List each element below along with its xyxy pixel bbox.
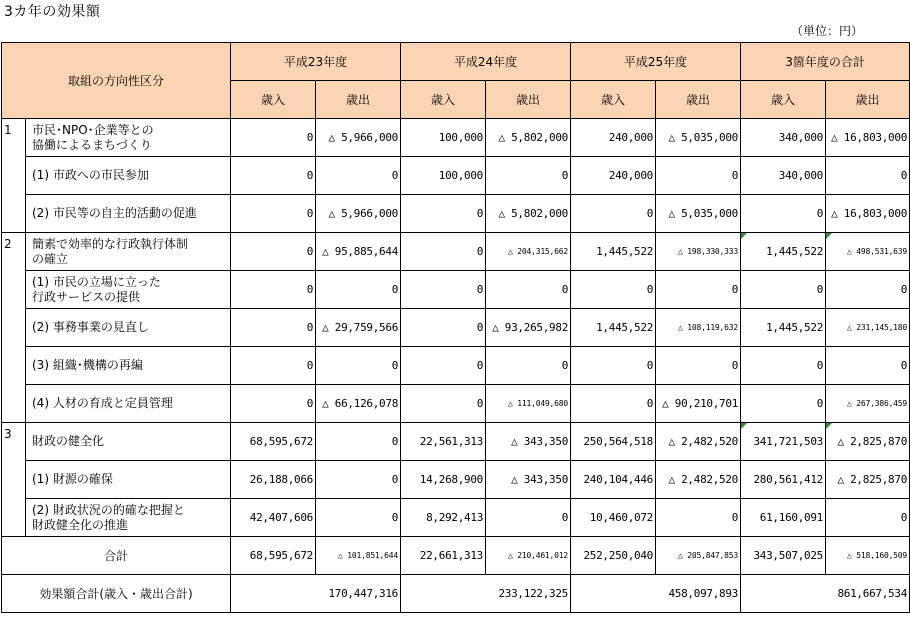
total-income-cell: 343,507,025 [741,537,826,575]
row-label: (1) 市政への市民参加 [26,157,231,195]
year-header: 平成24年度 [401,43,571,81]
expense-cell: 0 [316,271,401,309]
income-cell: 0 [401,195,486,233]
income-cell: 240,104,446 [571,461,656,499]
income-cell: 26,188,066 [231,461,316,499]
total-income-cell: 22,661,313 [401,537,486,575]
expense-cell: 0 [316,157,401,195]
income-cell: 10,460,072 [571,499,656,537]
income-cell: 0 [741,347,826,385]
expense-cell: △ 2,825,870 [826,423,910,461]
expense-cell: 0 [826,499,910,537]
expense-header: 歳出 [316,81,401,119]
expense-cell: 0 [826,347,910,385]
section-number: 1 [2,119,26,233]
expense-cell: △ 231,145,180 [826,309,910,347]
income-cell: 22,561,313 [401,423,486,461]
row-label: (2) 市民等の自主的活動の促進 [26,195,231,233]
expense-cell: △ 111,049,680 [486,385,571,423]
row-label: 簡素で効率的な行政執行体制 の確立 [26,233,231,271]
total-expense-cell: △ 518,160,509 [826,537,910,575]
expense-cell: △ 5,966,000 [316,195,401,233]
expense-cell: △ 90,210,701 [656,385,741,423]
expense-cell: △ 5,802,000 [486,119,571,157]
row-label: 財政の健全化 [26,423,231,461]
expense-cell: △ 204,315,662 [486,233,571,271]
row-label: (1) 財源の確保 [26,461,231,499]
effect-total-cell: 458,097,893 [571,575,741,613]
section-number: 3 [2,423,26,537]
expense-cell: △ 2,825,870 [826,461,910,499]
category-header: 取組の方向性区分 [2,43,231,119]
table-row-sub [2,385,910,423]
income-cell: 0 [401,347,486,385]
income-cell: 0 [401,309,486,347]
income-cell: 100,000 [401,157,486,195]
income-cell: 0 [571,347,656,385]
expense-cell: △ 95,885,644 [316,233,401,271]
income-cell: 0 [741,385,826,423]
income-cell: 0 [401,233,486,271]
expense-cell: △ 343,350 [486,423,571,461]
expense-cell: △ 2,482,520 [656,423,741,461]
total-row [2,537,910,575]
effect-total-label: 効果額合計(歳入・歳出合計) [2,575,231,613]
income-cell: 0 [571,195,656,233]
table-row-section [2,233,910,271]
row-label: (2) 財政状況の的確な把握と 財政健全化の推進 [26,499,231,537]
row-label: 市民･NPO･企業等との 協働によるまちづくり [26,119,231,157]
expense-cell: △ 5,966,000 [316,119,401,157]
expense-cell: △ 343,350 [486,461,571,499]
row-label: (4) 人材の育成と定員管理 [26,385,231,423]
total-income-cell: 252,250,040 [571,537,656,575]
income-cell: 0 [741,195,826,233]
income-cell: 240,000 [571,157,656,195]
total-expense-cell: △ 205,847,853 [656,537,741,575]
income-header: 歳入 [401,81,486,119]
expense-cell: 0 [486,347,571,385]
income-cell: 100,000 [401,119,486,157]
income-cell: 340,000 [741,119,826,157]
income-cell: 240,000 [571,119,656,157]
income-cell: 341,721,503 [741,423,826,461]
expense-cell: △ 198,330,333 [656,233,741,271]
income-cell: 0 [231,157,316,195]
expense-cell: △ 29,759,566 [316,309,401,347]
expense-header: 歳出 [486,81,571,119]
expense-cell: △ 66,126,078 [316,385,401,423]
row-label: (1) 市民の立場に立った 行政サービスの提供 [26,271,231,309]
income-cell: 0 [231,309,316,347]
expense-cell: 0 [656,157,741,195]
expense-cell: △ 5,802,000 [486,195,571,233]
table-row-section [2,423,910,461]
income-cell: 280,561,412 [741,461,826,499]
income-cell: 0 [231,233,316,271]
income-cell: 0 [401,271,486,309]
income-header: 歳入 [571,81,656,119]
income-cell: 1,445,522 [741,233,826,271]
total-expense-cell: △ 101,851,644 [316,537,401,575]
income-header: 歳入 [741,81,826,119]
expense-cell: △ 5,035,000 [656,119,741,157]
expense-cell: △ 93,265,982 [486,309,571,347]
expense-cell: △ 16,803,000 [826,195,910,233]
table-row-sub [2,499,910,537]
expense-cell: △ 16,803,000 [826,119,910,157]
row-label: (2) 事務事業の見直し [26,309,231,347]
total-expense-cell: △ 210,461,012 [486,537,571,575]
expense-cell: 0 [316,461,401,499]
expense-cell: △ 498,531,639 [826,233,910,271]
income-cell: 0 [231,119,316,157]
income-header: 歳入 [231,81,316,119]
expense-cell: 0 [826,271,910,309]
income-cell: 42,407,606 [231,499,316,537]
expense-cell: △ 5,035,000 [656,195,741,233]
income-cell: 14,268,900 [401,461,486,499]
effect-total-cell: 861,667,534 [741,575,910,613]
income-cell: 0 [571,271,656,309]
income-cell: 1,445,522 [571,309,656,347]
effect-total-row [2,575,910,613]
income-cell: 0 [231,385,316,423]
total-income-cell: 68,595,672 [231,537,316,575]
table-row-sub [2,309,910,347]
income-cell: 0 [231,195,316,233]
income-cell: 1,445,522 [571,233,656,271]
expense-cell: 0 [486,157,571,195]
expense-cell: △ 267,386,459 [826,385,910,423]
expense-cell: 0 [316,423,401,461]
expense-header: 歳出 [826,81,910,119]
income-cell: 61,160,091 [741,499,826,537]
page-title: 3カ年の効果額 [4,4,101,20]
year-header: 平成23年度 [231,43,401,81]
expense-cell: 0 [656,347,741,385]
income-cell: 250,564,518 [571,423,656,461]
effect-total-cell: 233,122,325 [401,575,571,613]
row-label: (3) 組織･機構の再編 [26,347,231,385]
income-cell: 0 [401,385,486,423]
expense-cell: 0 [316,499,401,537]
header-row-years [2,43,910,81]
effect-total-cell: 170,447,316 [231,575,401,613]
income-cell: 0 [231,271,316,309]
expense-cell: 0 [656,499,741,537]
table-row-sub [2,195,910,233]
income-cell: 8,292,413 [401,499,486,537]
table-row-sub [2,271,910,309]
income-cell: 1,445,522 [741,309,826,347]
year-header: 平成25年度 [571,43,741,81]
table-row-sub [2,157,910,195]
unit-label: （単位：円） [791,24,864,38]
expense-header: 歳出 [656,81,741,119]
expense-cell: △ 108,119,632 [656,309,741,347]
expense-cell: △ 2,482,520 [656,461,741,499]
income-cell: 0 [231,347,316,385]
income-cell: 340,000 [741,157,826,195]
expense-cell: 0 [826,157,910,195]
income-cell: 0 [571,385,656,423]
income-cell: 68,595,672 [231,423,316,461]
table-row-sub [2,461,910,499]
expense-cell: 0 [316,347,401,385]
table-row-sub [2,347,910,385]
expense-cell: 0 [656,271,741,309]
effect-table [1,42,910,613]
expense-cell: 0 [486,271,571,309]
expense-cell: 0 [486,499,571,537]
table-row-section [2,119,910,157]
total-label: 合計 [2,537,231,575]
year-header: 3箇年度の合計 [741,43,910,81]
income-cell: 0 [741,271,826,309]
section-number: 2 [2,233,26,423]
